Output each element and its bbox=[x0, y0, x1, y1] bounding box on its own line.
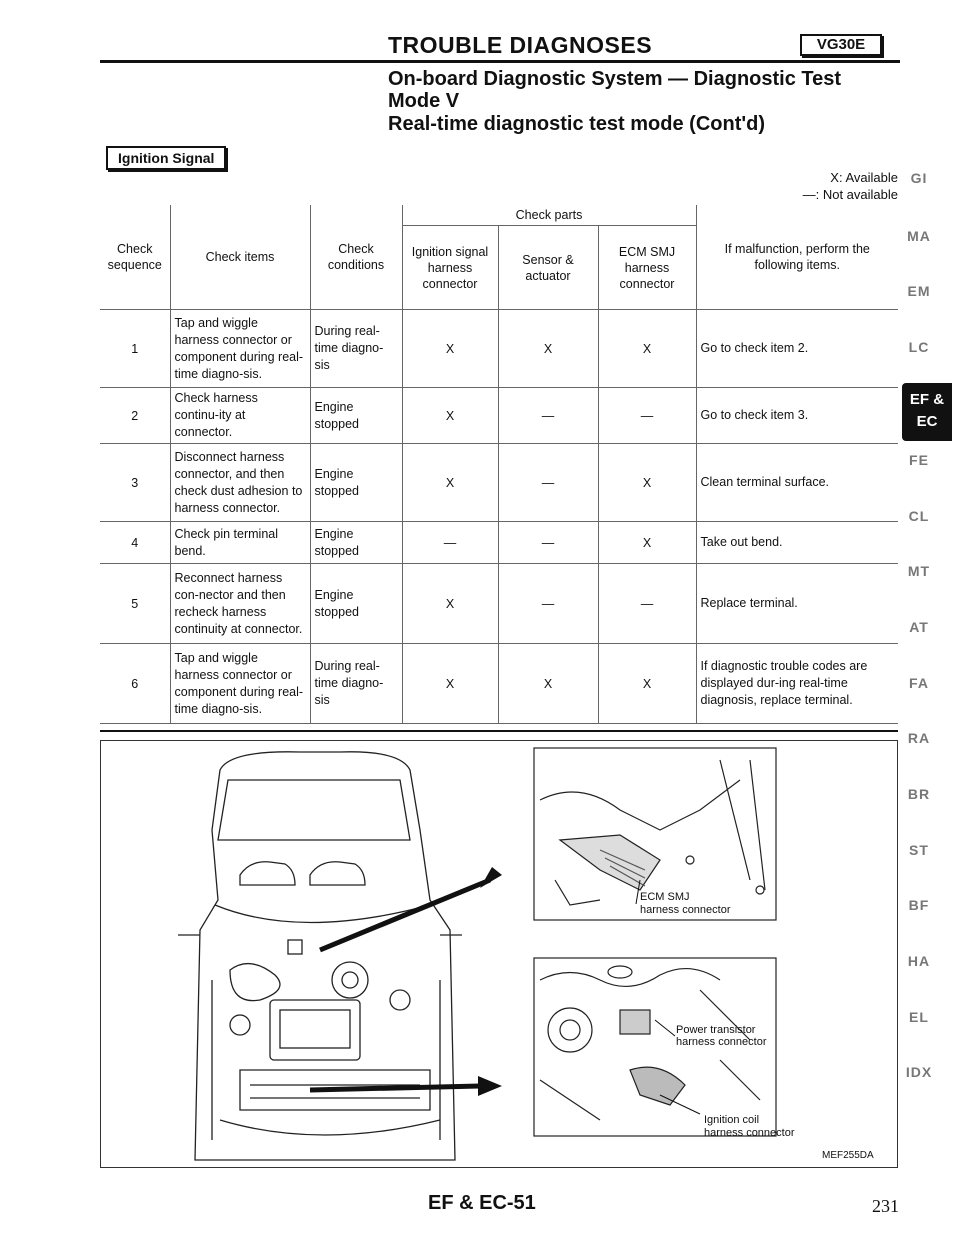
subtitle-line-1: On-board Diagnostic System — Diagnostic Test bbox=[388, 68, 842, 90]
row-part1: X bbox=[402, 310, 498, 388]
row-seq: 2 bbox=[100, 388, 170, 444]
page-title: TROUBLE DIAGNOSES bbox=[388, 32, 653, 58]
row-part2: — bbox=[498, 444, 598, 522]
table-row bbox=[100, 522, 898, 564]
ic-label-line2: harness connector bbox=[704, 1127, 795, 1139]
table-row bbox=[100, 644, 898, 724]
footer-section: EF & EC-51 bbox=[428, 1192, 536, 1214]
table-row bbox=[100, 310, 898, 388]
tab-at[interactable]: AT bbox=[909, 619, 929, 635]
tab-active-line1: EF & bbox=[909, 391, 945, 408]
pt-label-line2: harness connector bbox=[676, 1036, 767, 1048]
row-seq: 6 bbox=[100, 644, 170, 724]
header-conditions: Check conditions bbox=[310, 205, 402, 310]
row-part3: X bbox=[598, 310, 696, 388]
tab-el[interactable]: EL bbox=[909, 1009, 929, 1025]
row-seq: 1 bbox=[100, 310, 170, 388]
tab-cl[interactable]: CL bbox=[908, 508, 930, 524]
tab-mt[interactable]: MT bbox=[907, 563, 931, 579]
table-row bbox=[100, 564, 898, 644]
subtitle-line-3: Real-time diagnostic test mode (Cont'd) bbox=[388, 113, 766, 135]
row-action: Replace terminal. bbox=[696, 564, 898, 644]
row-seq: 3 bbox=[100, 444, 170, 522]
header-rule bbox=[100, 60, 900, 63]
section-label: Ignition Signal bbox=[106, 146, 226, 170]
tab-st[interactable]: ST bbox=[909, 842, 929, 858]
table-bottom-rule bbox=[100, 730, 898, 732]
row-cond: Engine stopped bbox=[310, 564, 402, 644]
header-items: Check items bbox=[170, 205, 310, 310]
seat-left bbox=[240, 862, 295, 885]
ecm-label-line1: ECM SMJ bbox=[640, 891, 690, 903]
connector-marker bbox=[288, 940, 302, 954]
legend-not-available: —: Not available bbox=[802, 187, 898, 202]
diagnosis-table bbox=[100, 205, 898, 724]
row-part3: — bbox=[598, 564, 696, 644]
row-item: Tap and wiggle harness connector or component during real-time diagno-sis. bbox=[170, 310, 310, 388]
header-sequence: Check sequence bbox=[100, 205, 170, 310]
row-seq: 5 bbox=[100, 564, 170, 644]
row-item: Check pin terminal bend. bbox=[170, 522, 310, 564]
row-part2: — bbox=[498, 388, 598, 444]
tab-ma[interactable]: MA bbox=[907, 228, 931, 244]
row-action: If diagnostic trouble codes are displayed dur-ing real-time diagnosis, replace terminal. bbox=[696, 644, 898, 724]
table-row bbox=[100, 444, 898, 522]
row-part3: X bbox=[598, 644, 696, 724]
row-action: Take out bend. bbox=[696, 522, 898, 564]
row-part2: — bbox=[498, 522, 598, 564]
row-cond: Engine stopped bbox=[310, 522, 402, 564]
row-action: Clean terminal surface. bbox=[696, 444, 898, 522]
row-part2: X bbox=[498, 310, 598, 388]
row-item: Disconnect harness connector, and then check dust adhesion to harness connector. bbox=[170, 444, 310, 522]
tab-em[interactable]: EM bbox=[907, 283, 931, 299]
header-check-parts: Check parts bbox=[402, 205, 696, 226]
row-part1: X bbox=[402, 388, 498, 444]
row-seq: 4 bbox=[100, 522, 170, 564]
tab-ef-ec-active[interactable] bbox=[902, 383, 952, 441]
ecm-label-line2: harness connector bbox=[640, 904, 731, 916]
page-number: 231 bbox=[872, 1196, 899, 1216]
engine-badge: VG30E bbox=[800, 34, 882, 56]
tab-ha[interactable]: HA bbox=[907, 953, 931, 969]
ic-label-line1: Ignition coil bbox=[704, 1114, 760, 1126]
row-part1: X bbox=[402, 444, 498, 522]
tab-idx[interactable]: IDX bbox=[905, 1064, 933, 1080]
tab-fa[interactable]: FA bbox=[909, 675, 929, 691]
figure-reference: MEF255DA bbox=[822, 1150, 874, 1161]
tab-fe[interactable]: FE bbox=[909, 452, 929, 468]
header-part-ecm: ECM SMJ harness connector bbox=[598, 226, 696, 310]
row-cond: During real-time diagno-sis bbox=[310, 644, 402, 724]
header-action: If malfunction, perform the following items. bbox=[696, 205, 898, 310]
row-item: Reconnect harness con-nector and then recheck harness continuity at connector. bbox=[170, 564, 310, 644]
row-part1: X bbox=[402, 644, 498, 724]
row-part3: X bbox=[598, 522, 696, 564]
tab-lc[interactable]: LC bbox=[908, 339, 930, 355]
tab-gi[interactable]: GI bbox=[910, 170, 928, 186]
tab-ra[interactable]: RA bbox=[907, 730, 931, 746]
subtitle-line-2: Mode V bbox=[388, 90, 460, 112]
seat-right bbox=[310, 862, 365, 885]
pt-label-line1: Power transistor bbox=[676, 1024, 756, 1036]
table-row bbox=[100, 388, 898, 444]
windshield bbox=[218, 780, 410, 840]
row-item: Check harness continu-ity at connector. bbox=[170, 388, 310, 444]
header-part-ignition: Ignition signal harness connector bbox=[402, 226, 498, 310]
row-item: Tap and wiggle harness connector or component during real-time diagno-sis. bbox=[170, 644, 310, 724]
row-action: Go to check item 3. bbox=[696, 388, 898, 444]
row-cond: Engine stopped bbox=[310, 388, 402, 444]
legend-available: X: Available bbox=[830, 170, 898, 185]
tab-active-line2: EC bbox=[916, 413, 938, 430]
tab-bf[interactable]: BF bbox=[908, 897, 930, 913]
row-cond: During real-time diagno-sis bbox=[310, 310, 402, 388]
row-part1: — bbox=[402, 522, 498, 564]
header-part-sensor: Sensor & actuator bbox=[498, 226, 598, 310]
row-part1: X bbox=[402, 564, 498, 644]
engine-bay-illustration bbox=[100, 740, 898, 1168]
row-part2: X bbox=[498, 644, 598, 724]
row-part3: — bbox=[598, 388, 696, 444]
row-action: Go to check item 2. bbox=[696, 310, 898, 388]
car-outline bbox=[195, 752, 455, 1160]
row-part2: — bbox=[498, 564, 598, 644]
row-part3: X bbox=[598, 444, 696, 522]
row-cond: Engine stopped bbox=[310, 444, 402, 522]
tab-br[interactable]: BR bbox=[907, 786, 931, 802]
